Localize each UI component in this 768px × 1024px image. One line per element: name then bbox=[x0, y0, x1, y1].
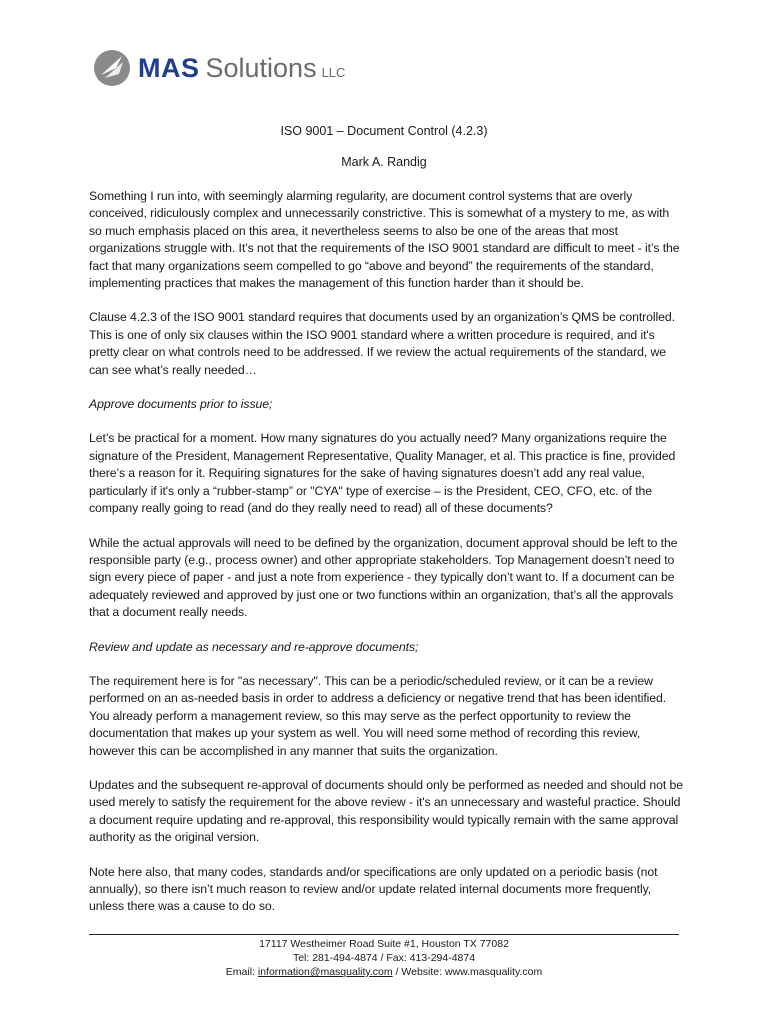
section-heading: Approve documents prior to issue; bbox=[89, 397, 273, 412]
company-logo bbox=[92, 44, 345, 92]
document-author: Mark A. Randig bbox=[341, 155, 427, 169]
brand-name-suffix: LLC bbox=[321, 64, 346, 80]
document-body bbox=[89, 188, 684, 933]
footer-contact-line bbox=[0, 965, 768, 979]
body-paragraph: Let’s be practical for a moment. How many signatures do you actually need? Many organizations require the signature of the President, Management Representative, Quality Manager, et al. This practice is fine, provided there’s a reason for it. Requiring signatures for the sake of having signatures doesn’t add any real value, particularly if it's only a “rubber-stamp” or "CYA" type of exercise – is the President, CEO, CFO, etc. of the company really going to read (and do they really need to read) all of these documents? bbox=[89, 431, 676, 516]
section-heading: Review and update as necessary and re-approve documents; bbox=[89, 639, 419, 654]
body-paragraph: Clause 4.2.3 of the ISO 9001 standard requires that documents used by an organization’s QMS be controlled. This is one of only six clauses within the ISO 9001 standard where a written procedure is required, and it's pretty clear on what controls need to be addressed. If we review the actual requirements of the standard, we can see what’s really needed… bbox=[89, 310, 675, 377]
document-title: ISO 9001 – Document Control (4.2.3) bbox=[280, 124, 488, 138]
footer-address: 17117 Westheimer Road Suite #1, Houston TX 77082 bbox=[259, 938, 509, 950]
body-paragraph: Note here also, that many codes, standards and/or specifications are only updated on a periodic basis (not annually), so there isn’t much reason to review and/or update related internal documents more frequently, unless there was a cause to do so. bbox=[89, 864, 658, 914]
footer-website-link[interactable]: www.masquality.com bbox=[444, 966, 543, 978]
brand-name-primary: MAS bbox=[138, 52, 200, 83]
body-paragraph: While the actual approvals will need to be defined by the organization, document approval should be left to the responsible party (e.g., process owner) and other appropriate stakeholders. Top Management doesn’t need to sign every piece of paper - and just a note from experience - they typically don’t want to. If a document can be adequately reviewed and approved by just one or two functions within an organization, that’s all the approvals that a document really needs. bbox=[89, 535, 678, 620]
footer-email-link[interactable]: information@masquality.com bbox=[257, 966, 393, 978]
footer-phone: Tel: 281-494-4874 / Fax: 413-294-4874 bbox=[292, 952, 476, 964]
body-paragraph: The requirement here is for "as necessary". This can be a periodic/scheduled review, or it can be a review performed on an as-needed basis in order to address a deficiency or negative trend that has been identified. You already perform a management review, so this may serve as the perfect opportunity to review the documentation that makes up your system as well. You will need some method of recording this review, however this can be accomplished in any manner that suits the organization. bbox=[89, 673, 667, 758]
mas-logo-mark-icon bbox=[92, 48, 132, 88]
body-paragraph: Updates and the subsequent re-approval of documents should only be performed as needed and should not be used merely to satisfy the requirement for the above review - it's an unnecessary and wasteful practice. Should a document require updating and re-approval, this responsibility would typically remain with the same approval authority as the original version. bbox=[89, 777, 683, 845]
footer-email-label: Email: bbox=[225, 966, 258, 978]
brand-name-secondary: Solutions bbox=[205, 52, 317, 83]
footer-website-label: / Website: bbox=[392, 966, 445, 978]
page-footer bbox=[0, 937, 768, 979]
body-paragraph: Something I run into, with seemingly alarming regularity, are document control systems that are overly conceived, ridiculously complex and unnecessarily constrictive. This is somewhat of a mystery to me, as with so much emphasis placed on this area, it nevertheless seems to also be one of the areas that most organizations struggle with. It’s not that the requirements of the ISO 9001 standard are difficult to meet - it’s the fact that many organizations seem compelled to go “above and beyond” the requirements of the standard, implementing practices that makes the management of this function harder than it should be. bbox=[89, 189, 680, 291]
footer-divider bbox=[89, 934, 679, 935]
